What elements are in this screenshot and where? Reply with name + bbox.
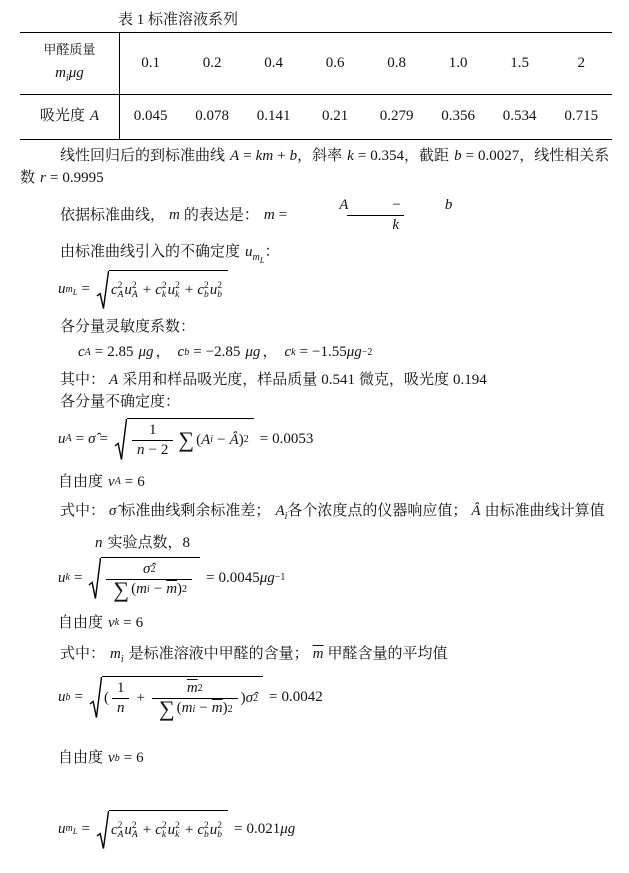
sample-abs-value: 0.194 (452, 372, 487, 389)
absorbance-value: 0.715 (564, 108, 599, 125)
cA-value: 2.85 (107, 344, 134, 361)
text-run: 线性回归后的到标准曲线 (60, 148, 226, 164)
math-var: c (197, 822, 205, 839)
text-run: 各分量不确定度： (60, 393, 181, 410)
math-op: − (153, 581, 163, 598)
A-hat: Â (471, 503, 481, 520)
math-op: − (199, 700, 208, 717)
math-sup: 2 (182, 584, 188, 596)
m-bar: $\overline{m}$ (312, 646, 324, 663)
denominator (347, 215, 404, 236)
math-var: c (155, 822, 162, 839)
math-unit: μg (259, 569, 275, 586)
math-unit: μg (280, 821, 296, 838)
correlation-value: 0.9995 (62, 169, 104, 186)
math-sub: i (284, 511, 288, 523)
sqrt-expression (88, 557, 200, 601)
absorbance-label: 吸光度 (39, 108, 85, 125)
mass-value: 0.8 (366, 33, 428, 95)
math-sup: 2 (217, 820, 223, 831)
math-var: m (263, 206, 275, 223)
text-run: 各分量灵敏度系数： (60, 318, 196, 335)
math-op: = (124, 473, 134, 490)
math-sup: 2 (131, 280, 137, 291)
text-run: 其中： (60, 372, 106, 389)
math-sub: k (175, 290, 180, 301)
math-op: = (243, 148, 252, 164)
math-op: = (81, 281, 90, 298)
text-run: 式中： (60, 646, 106, 663)
math-sub: b (217, 830, 223, 841)
text-run: 实验点数， (107, 534, 183, 551)
sqrt-body (109, 810, 228, 851)
math-var: u (209, 282, 218, 299)
formula-ub (58, 676, 629, 720)
sqrt-body (101, 557, 200, 601)
mass-value: 0.6 (304, 33, 366, 95)
math-var: ν (108, 473, 115, 490)
math-var: A (89, 108, 99, 125)
math-var: c (284, 344, 292, 361)
math-op: + (184, 822, 194, 839)
denominator (132, 440, 173, 461)
math-sup: 2 (204, 280, 209, 291)
math-op: ( (176, 700, 182, 717)
row-header-mass (20, 33, 119, 95)
radical-sign (88, 557, 101, 601)
sigma-hat: σ̂ (109, 503, 117, 520)
standard-solution-table (20, 32, 612, 140)
math-sub (253, 252, 265, 263)
text-run: 由标准曲线计算值 (484, 503, 605, 520)
math-sub: b (217, 290, 223, 301)
math-sup: 2 (161, 280, 167, 291)
text-run: 的表达是： (183, 206, 259, 223)
math-sub: b (184, 347, 190, 359)
paragraph-m-expression (20, 196, 611, 236)
paragraph-uncertainty-intro (20, 242, 611, 266)
math-op: = (49, 169, 59, 186)
dfA-value: 6 (137, 473, 145, 490)
math-sup: 2 (204, 820, 209, 831)
math-var: m (65, 283, 73, 295)
numerator (138, 560, 160, 580)
math-var: b (454, 148, 462, 164)
math-sup: 2 (217, 280, 223, 291)
math-op: + (142, 822, 152, 839)
math-op: ) (222, 700, 228, 717)
math-subsub (73, 287, 78, 297)
math-op: = (123, 749, 133, 766)
math-var: c (110, 822, 118, 839)
line-sensitivity-values (78, 342, 629, 364)
uA-value: 0.0053 (272, 430, 314, 447)
math-num: 1 (116, 679, 125, 696)
line-n-points (95, 533, 629, 555)
sup-sub-stack (204, 282, 209, 301)
ub-value: 0.0042 (281, 689, 323, 706)
line-df-k (58, 613, 629, 635)
sup-sub-stack (175, 282, 180, 301)
paragraph-symbol-notes-2 (20, 644, 611, 668)
sample-mass-value: 0.541 (321, 372, 355, 389)
text-run: 自由度 (58, 473, 104, 490)
math-op: = (123, 614, 132, 631)
math-op: = (278, 206, 288, 223)
fraction (112, 679, 130, 719)
math-op: = (234, 821, 243, 838)
math-op: = (206, 569, 215, 586)
math-var: u (124, 822, 132, 839)
math-sub: A (84, 347, 91, 359)
math-sub: A (65, 433, 72, 445)
math-op: ) (240, 690, 246, 707)
paragraph-sample-values (20, 370, 611, 392)
formula-uk (58, 557, 629, 601)
numerator (294, 196, 457, 216)
math-var: m (110, 646, 121, 663)
denominator (106, 576, 192, 602)
text-run: 式中： (60, 503, 106, 520)
paragraph-regression (20, 146, 611, 190)
formula-umL-definition (58, 270, 629, 311)
math-sub: i (192, 703, 196, 715)
math-unit: μg (346, 344, 362, 361)
text-run: 是标准溶液中甲醛的含量； (128, 646, 309, 663)
math-sub: k (161, 290, 167, 301)
uk-value: 0.0045 (218, 569, 260, 586)
fraction (106, 560, 192, 600)
row-header-absorbance (20, 95, 119, 140)
math-op: + (142, 282, 152, 299)
numerator (182, 679, 208, 699)
sqrt-body (127, 418, 254, 462)
summation-sign: ∑ (158, 695, 175, 721)
math-sup: 2 (161, 820, 167, 831)
mass-header-label: 甲醛质量 (43, 41, 96, 57)
math-sub: b (204, 290, 209, 301)
mass-value: 1.5 (489, 33, 551, 95)
absorbance-value: 0.078 (195, 108, 229, 125)
text-run: ，线性相关 (519, 148, 595, 164)
intercept-value: 0.0027 (478, 148, 520, 164)
text-run: 依据标准曲线， (60, 206, 166, 223)
math-sub: k (65, 572, 70, 584)
text-run: 由标准曲线引入的不确定度 (60, 243, 241, 260)
math-sup: 2 (197, 683, 203, 695)
math-op: ) (238, 431, 244, 448)
n-points-value: 8 (182, 534, 191, 551)
math-var: m (169, 206, 180, 223)
math-subsub (73, 826, 78, 836)
math-sup: 2 (150, 563, 156, 575)
math-var: b (444, 196, 453, 213)
math-op: ( (131, 581, 137, 598)
text-run: 甲醛含量的平均值 (327, 646, 448, 663)
math-sub: i (65, 72, 69, 84)
radical-sign (96, 270, 109, 311)
math-op: = (94, 344, 104, 361)
radical-sign (89, 676, 102, 720)
radical-sign (96, 810, 109, 851)
math-var: ν (108, 749, 115, 766)
math-var: m (55, 64, 66, 81)
table-data-row (20, 95, 612, 140)
math-var: m (252, 251, 260, 263)
text-run: 各个浓度点的仪器响应值； (287, 503, 468, 520)
text-run: ： (264, 243, 280, 260)
text-run: 自由度 (58, 614, 104, 631)
math-var: k (392, 217, 400, 233)
math-var: c (197, 282, 205, 299)
absorbance-value: 0.534 (502, 108, 537, 125)
ck-value: −1.55 (312, 344, 347, 361)
m-bar: $\overline{m}$ (186, 679, 198, 696)
math-var: u (167, 822, 176, 839)
absorbance-value: 0.21 (322, 108, 349, 125)
sup-sub-stack (132, 282, 138, 301)
math-sub: A (117, 290, 124, 301)
math-var: A (230, 148, 240, 164)
mass-value: 0.2 (181, 33, 243, 95)
math-sub: i (120, 654, 124, 666)
math-var: n (136, 442, 145, 459)
sup-sub-stack (175, 822, 180, 841)
sup-sub-stack (162, 282, 167, 301)
math-op: ( (103, 690, 109, 707)
math-op: = (81, 821, 90, 838)
fraction (294, 196, 457, 236)
math-sup: −1 (274, 572, 286, 584)
math-sub (66, 822, 78, 837)
numerator (112, 679, 130, 699)
A-hat: Â (229, 431, 239, 448)
math-num: 1 (148, 421, 157, 438)
dfk-value: 6 (135, 614, 144, 631)
math-var: m (262, 148, 274, 164)
radical-sign (114, 418, 127, 462)
sqrt-expression (96, 810, 228, 851)
sup-sub-stack (217, 822, 222, 841)
math-op: − (392, 196, 401, 213)
math-var: L (72, 826, 78, 837)
math-sub: i (210, 434, 214, 446)
math-sup: 2 (175, 820, 180, 831)
math-sup: 2 (175, 280, 180, 291)
absorbance-value: 0.356 (441, 108, 476, 125)
math-unit: μg (245, 344, 261, 361)
math-var: c (155, 282, 162, 299)
math-op: = (193, 344, 202, 361)
math-op: − (148, 442, 157, 459)
math-var: k (255, 148, 263, 164)
math-sub: b (204, 830, 209, 841)
sigma-hat: σ̂ (245, 690, 253, 707)
math-var: c (78, 344, 85, 361)
math-sub: A (131, 290, 138, 301)
math-sub: b (114, 752, 120, 764)
math-sub: A (114, 476, 121, 488)
cb-value: −2.85 (205, 344, 241, 361)
math-op: = (73, 569, 83, 586)
mass-value: 2 (550, 33, 612, 95)
math-sub (66, 283, 78, 298)
math-var: u (245, 243, 253, 260)
math-op: ) (177, 581, 183, 598)
sup-sub-stack (217, 282, 222, 301)
text-run: ，斜率 (297, 148, 343, 164)
math-sup: 2 (252, 692, 258, 704)
math-op: = (74, 689, 83, 706)
dfb-value: 6 (136, 749, 144, 766)
mass-value: 1.0 (427, 33, 489, 95)
fraction (132, 421, 173, 461)
formula-uA (58, 418, 629, 462)
denominator (152, 695, 238, 721)
text-run: ， (262, 344, 278, 361)
math-op: = (268, 689, 278, 706)
math-var: c (177, 344, 185, 361)
text-run: ，截距 (404, 148, 450, 164)
math-sub: k (114, 617, 120, 629)
math-var: u (124, 282, 132, 299)
math-var: u (167, 282, 176, 299)
sup-sub-stack (162, 822, 167, 841)
math-sub: A (131, 830, 138, 841)
text-run: 采用和样品吸光度，样品质量 (122, 372, 318, 389)
text-run: 自由度 (58, 749, 104, 766)
summation-sign: ∑ (178, 427, 195, 453)
math-sub: A (117, 830, 124, 841)
mass-symbol (20, 63, 119, 87)
math-var: A (109, 372, 119, 389)
summation-sign: ∑ (113, 576, 130, 602)
umL-value: 0.021 (246, 821, 281, 838)
paragraph-sensitivity-label (20, 317, 611, 339)
math-var: u (58, 821, 66, 838)
math-sup: 2 (117, 820, 123, 831)
math-var: A (275, 503, 285, 520)
text-run: 微克，吸光度 (358, 372, 449, 389)
math-var: k (347, 148, 354, 164)
table-header-row (20, 33, 612, 95)
absorbance-value: 0.045 (133, 108, 168, 125)
sup-sub-stack (204, 822, 209, 841)
math-var: m (65, 823, 73, 835)
math-op: + (277, 148, 286, 164)
math-op: = (75, 430, 85, 447)
paragraph-symbol-notes-1 (20, 501, 611, 525)
formula-umL-result (58, 810, 629, 851)
math-var: c (110, 282, 118, 299)
paragraph-component-label (20, 392, 611, 414)
sup-sub-stack (132, 822, 138, 841)
math-var: u (58, 569, 66, 586)
absorbance-value: 0.279 (379, 108, 414, 125)
math-var: u (58, 430, 66, 447)
math-var: u (58, 281, 66, 298)
math-var: L (72, 286, 78, 297)
sup-sub-stack (118, 282, 124, 301)
math-op: = (299, 344, 309, 361)
math-op: = (465, 148, 475, 164)
math-num: 2 (160, 442, 169, 459)
text-run: 标准曲线剩余标准差； (120, 503, 271, 520)
line-df-A (58, 472, 629, 494)
math-sup: 2 (117, 280, 123, 291)
numerator (144, 421, 162, 441)
math-var: b (289, 148, 298, 164)
math-var: n (95, 534, 103, 551)
math-op: − (217, 431, 226, 448)
math-sub: k (175, 830, 180, 841)
math-var: m (181, 700, 193, 717)
sqrt-body (102, 676, 263, 720)
mass-value: 0.4 (243, 33, 305, 95)
math-op: = (259, 430, 269, 447)
math-unit: μg (68, 64, 84, 81)
math-sup: 2 (227, 703, 233, 715)
absorbance-value: 0.141 (256, 108, 291, 125)
sqrt-body (109, 270, 228, 311)
sup-sub-stack (118, 822, 124, 841)
line-df-b (58, 748, 629, 770)
math-var: A (339, 196, 349, 213)
math-sub: b (65, 691, 71, 703)
math-sup: −2 (361, 347, 373, 359)
text-run: ， (155, 344, 171, 361)
math-op: = (357, 148, 367, 164)
math-var: r (40, 169, 46, 186)
sqrt-expression (89, 676, 263, 720)
math-sub: i (146, 584, 150, 596)
math-sub: k (161, 830, 167, 841)
math-var: ν (108, 614, 115, 631)
text-run: 系数 (20, 148, 610, 186)
sigma-hat: σ̂ (88, 430, 96, 447)
math-sub: k (291, 347, 296, 359)
math-var: L (259, 254, 265, 265)
fraction (152, 679, 238, 719)
math-op: + (184, 282, 194, 299)
math-var: u (58, 689, 66, 706)
slope-value: 0.354 (370, 148, 405, 164)
m-bar: $\overline{m}$ (211, 700, 223, 717)
m-bar: $\overline{m}$ (166, 581, 178, 598)
math-var: u (209, 822, 218, 839)
table-title: 表 1 标准溶液系列 (118, 12, 239, 28)
math-sup: 2 (243, 434, 249, 446)
math-var: n (116, 700, 125, 717)
sqrt-expression (114, 418, 254, 462)
math-op: ( (196, 431, 202, 448)
math-var: m (136, 581, 147, 598)
sigma-hat: σ̂ (143, 560, 151, 577)
math-var: A (201, 431, 211, 448)
mass-value: 0.1 (119, 33, 181, 95)
math-op: = (99, 430, 108, 447)
sqrt-expression (96, 270, 228, 311)
math-op: + (136, 690, 145, 707)
math-sup: 2 (131, 820, 137, 831)
denominator (112, 698, 130, 719)
math-unit: μg (138, 344, 154, 361)
